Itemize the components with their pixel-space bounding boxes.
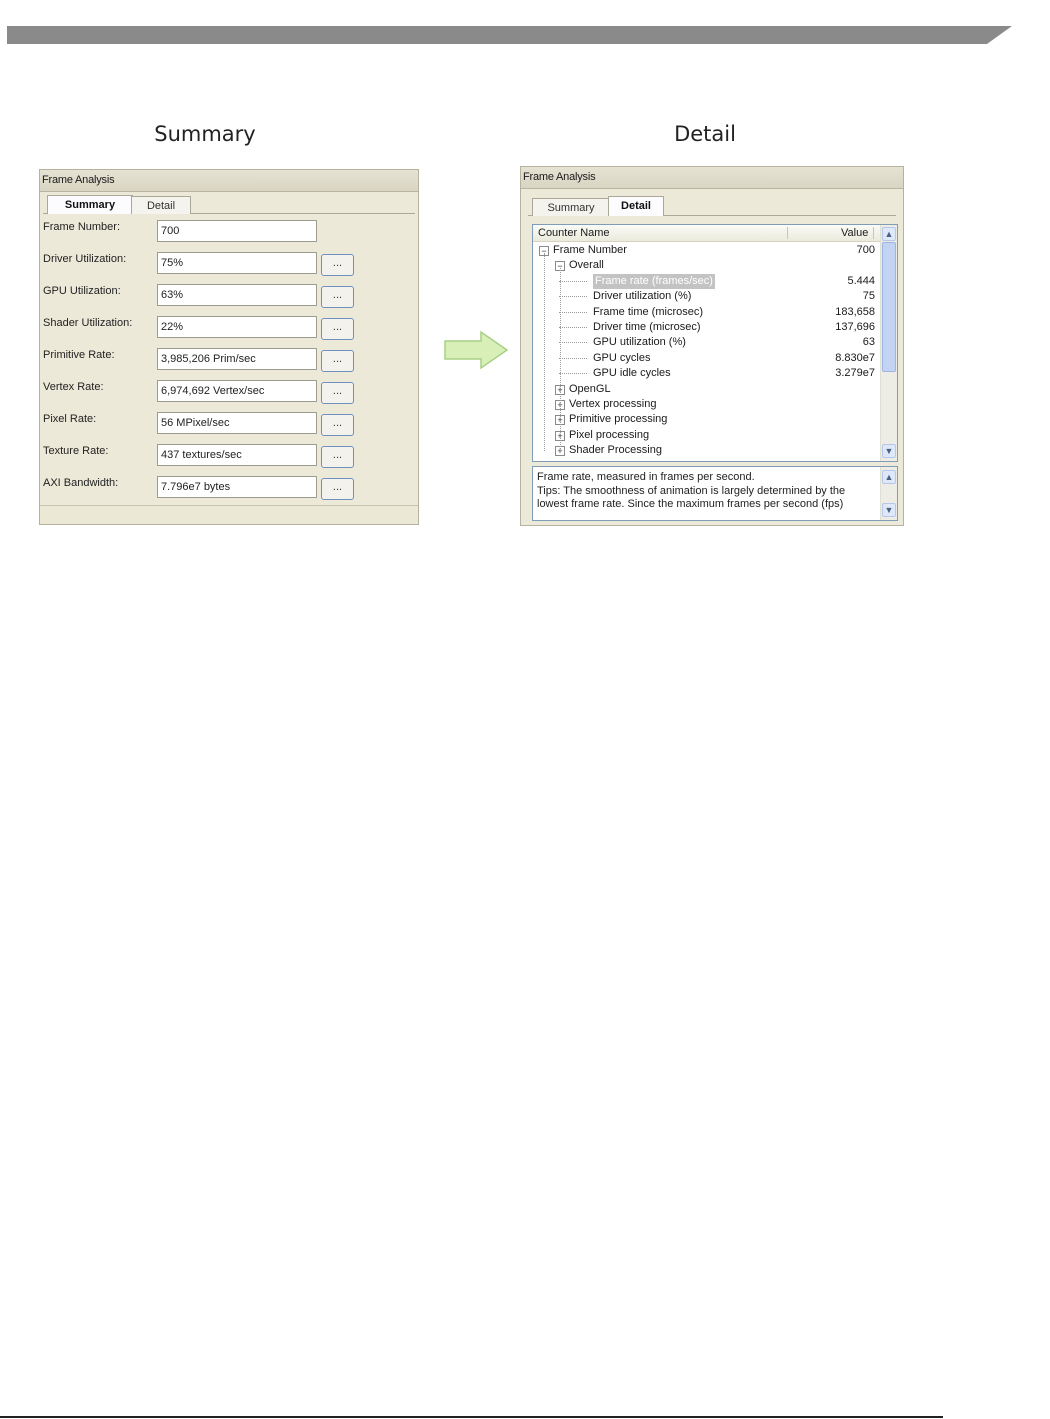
tree-row-value: 183,658	[835, 305, 875, 318]
details-button[interactable]: ...	[321, 414, 354, 436]
tree-row-label: Frame rate (frames/sec)	[595, 274, 713, 287]
panel-title: Frame Analysis	[40, 170, 418, 192]
column-header-counter-name[interactable]: Counter Name	[538, 227, 610, 239]
details-button[interactable]: ...	[321, 446, 354, 468]
tree-row[interactable]	[533, 289, 881, 304]
caption-summary: Summary	[154, 122, 256, 146]
tree-connector	[559, 342, 587, 343]
tree-row[interactable]	[533, 258, 881, 273]
field-label: Texture Rate:	[43, 445, 109, 457]
tree-connector	[559, 358, 587, 359]
tree-row[interactable]	[533, 412, 881, 427]
tree-row-label: Driver time (microsec)	[593, 321, 701, 333]
scroll-down-icon[interactable]: ▼	[882, 444, 896, 458]
field-value-input[interactable]: 3,985,206 Prim/sec	[157, 348, 317, 370]
detail-panel	[520, 166, 904, 526]
tab-summary[interactable]: Summary	[47, 195, 133, 214]
details-button[interactable]: ...	[321, 382, 354, 404]
tab-summary[interactable]: Summary	[532, 198, 610, 216]
details-button[interactable]: ...	[321, 478, 354, 500]
tree-row-value: 3.279e7	[835, 367, 875, 380]
description-line: Frame rate, measured in frames per second.	[537, 471, 755, 483]
field-value-input[interactable]: 437 textures/sec	[157, 444, 317, 466]
minus-box-icon[interactable]: −	[555, 261, 565, 271]
tree-connector	[559, 296, 587, 297]
tree-connector	[559, 312, 587, 313]
tree-row-label: Shader Processing	[569, 444, 662, 457]
tree-row-label: Frame Number	[553, 244, 627, 256]
tree-row[interactable]	[533, 443, 881, 458]
tab-detail[interactable]: Detail	[131, 196, 191, 214]
column-header-value[interactable]: Value	[841, 227, 869, 239]
description-line: lowest frame rate. Since the maximum frames per second (fps)	[537, 498, 844, 510]
tree-connector	[559, 327, 587, 328]
header-bar	[7, 26, 1012, 44]
scroll-down-icon[interactable]: ▼	[882, 503, 896, 517]
caption-detail: Detail	[674, 122, 736, 146]
tree-connector	[544, 253, 545, 451]
minus-box-icon[interactable]: −	[539, 246, 549, 256]
tree-row[interactable]	[533, 382, 881, 397]
tree-row[interactable]	[533, 243, 881, 258]
field-value-input[interactable]: 22%	[157, 316, 317, 338]
tree-row[interactable]	[533, 366, 881, 381]
field-value-input[interactable]: 75%	[157, 252, 317, 274]
field-label: Pixel Rate:	[43, 413, 97, 425]
plus-box-icon[interactable]: +	[555, 446, 565, 456]
tree-row-value: 8.830e7	[835, 351, 875, 364]
tree-row-value: 75	[862, 290, 875, 303]
field-value-input[interactable]: 6,974,692 Vertex/sec	[157, 380, 317, 402]
bottom-rule	[0, 1416, 943, 1418]
description-line: Tips: The smoothness of animation is largely determined by the	[537, 485, 846, 497]
field-label: Frame Number:	[43, 221, 121, 233]
tree-row-label: Frame time (microsec)	[593, 305, 704, 318]
scroll-up-icon[interactable]: ▲	[882, 227, 896, 241]
tree-row-value: 700	[856, 244, 875, 256]
tab-detail[interactable]: Detail	[608, 196, 664, 216]
tree-row-label: OpenGL	[569, 382, 611, 395]
field-label: Shader Utilization:	[43, 317, 133, 329]
tree-row-label: Vertex processing	[569, 398, 657, 410]
field-label: Primitive Rate:	[43, 349, 115, 361]
right-arrow-icon	[443, 330, 509, 374]
tree-row[interactable]	[533, 335, 881, 350]
tree-row-label: Pixel processing	[569, 428, 650, 441]
tree-connector	[559, 281, 587, 282]
scroll-up-icon[interactable]: ▲	[882, 470, 896, 484]
scroll-thumb[interactable]	[882, 242, 896, 372]
plus-box-icon[interactable]: +	[555, 385, 565, 395]
field-label: AXI Bandwidth:	[43, 477, 119, 489]
details-button[interactable]: ...	[321, 350, 354, 372]
plus-box-icon[interactable]: +	[555, 400, 565, 410]
plus-box-icon[interactable]: +	[555, 415, 565, 425]
tree-row-value: 63	[862, 336, 875, 349]
tree-row[interactable]	[533, 428, 881, 443]
tree-scrollbar[interactable]	[880, 225, 897, 461]
tree-row[interactable]	[533, 351, 881, 366]
tree-row-label: Overall	[569, 259, 604, 272]
field-value-input[interactable]: 7.796e7 bytes	[157, 476, 317, 498]
tree-row-label: GPU cycles	[593, 351, 651, 364]
tree-row[interactable]	[533, 305, 881, 320]
tree-row-value: 137,696	[835, 321, 875, 333]
tree-row-label: GPU utilization (%)	[593, 336, 686, 349]
details-button[interactable]: ...	[321, 318, 354, 340]
tree-connector	[559, 373, 587, 374]
description-box	[532, 466, 898, 521]
details-button[interactable]: ...	[321, 254, 354, 276]
field-label: Vertex Rate:	[43, 381, 104, 393]
panel-title: Frame Analysis	[521, 167, 903, 189]
counter-tree-list[interactable]	[532, 224, 898, 462]
column-separator[interactable]	[787, 227, 788, 239]
tree-row-value: 5.444	[847, 274, 875, 287]
tree-row-label: GPU idle cycles	[593, 367, 671, 380]
list-header	[533, 225, 881, 242]
tree-row-label: Primitive processing	[569, 413, 668, 426]
column-separator[interactable]	[873, 227, 874, 239]
details-button[interactable]: ...	[321, 286, 354, 308]
field-value-input[interactable]: 700	[157, 220, 317, 242]
tree-row-label: Driver utilization (%)	[593, 290, 692, 303]
field-label: GPU Utilization:	[43, 285, 121, 297]
field-value-input[interactable]: 63%	[157, 284, 317, 306]
tree-connector	[560, 268, 561, 451]
field-label: Driver Utilization:	[43, 253, 127, 265]
tree-row[interactable]	[533, 397, 881, 412]
tree-row[interactable]	[533, 274, 881, 289]
field-value-input[interactable]: 56 MPixel/sec	[157, 412, 317, 434]
status-bar	[40, 505, 418, 524]
tree-row[interactable]	[533, 320, 881, 335]
summary-panel	[39, 169, 419, 525]
description-scrollbar[interactable]	[880, 467, 897, 520]
plus-box-icon[interactable]: +	[555, 431, 565, 441]
